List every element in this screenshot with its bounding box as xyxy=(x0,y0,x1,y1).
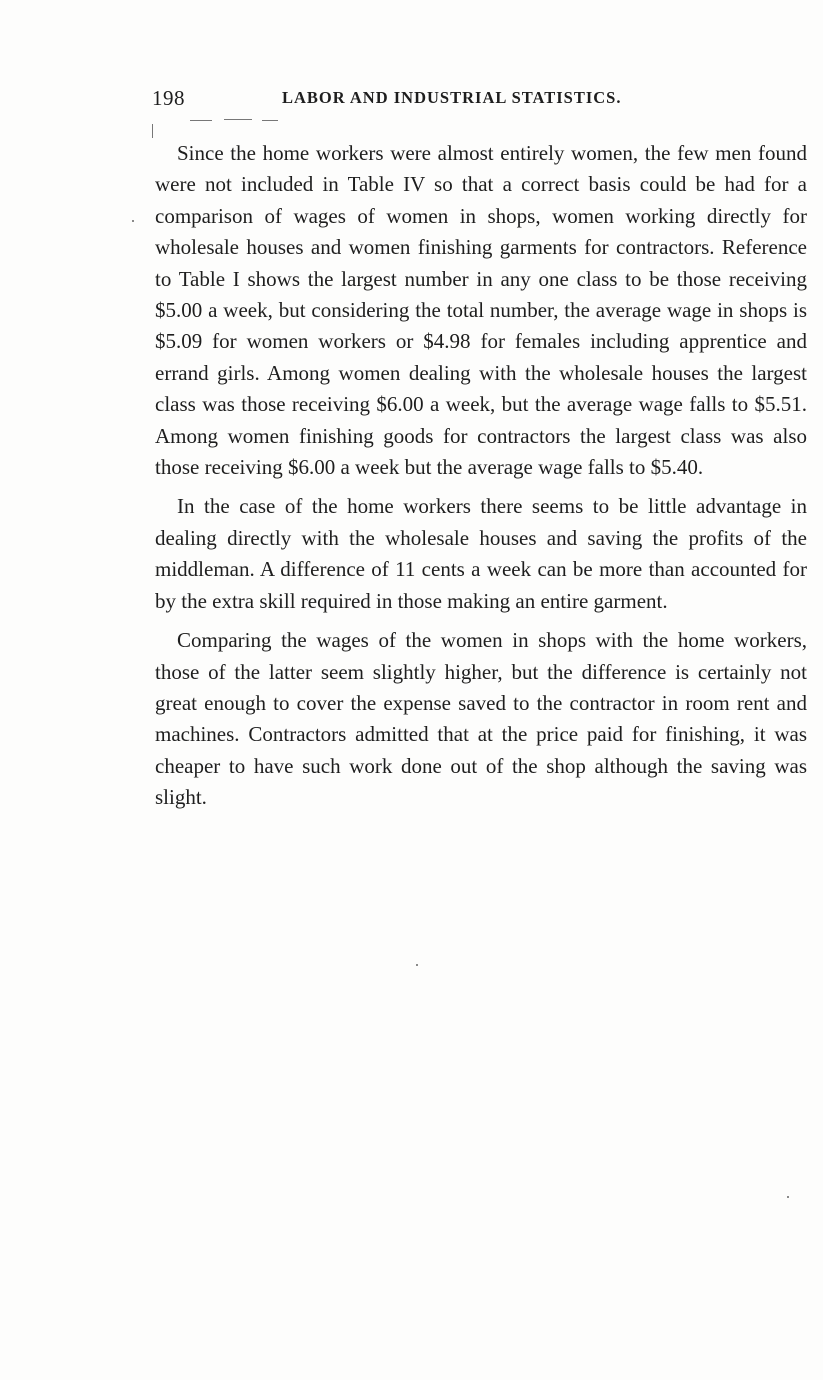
print-artifact xyxy=(190,120,212,121)
speck xyxy=(132,220,134,222)
body-text xyxy=(155,138,807,822)
paragraph-1: Since the home workers were almost entirely women, the few men found were not included in Table IV so that a correct basis could be had for a comparison of wages of women in shops, women working directly for wholesale houses and women finishing garments for contractors. Reference to Table I shows the largest number in any one class to be those receiving $5.00 a week, but considering the total number, the average wage in shops is $5.09 for women workers or $4.98 for females including apprentice and errand girls. Among women dealing with the wholesale houses the largest class was those receiving $6.00 a week, but the average wage falls to $5.51. Among women finishing goods for contractors the largest class was also those receiving $6.00 a week but the average wage falls to $5.40. xyxy=(155,141,807,480)
running-head xyxy=(152,86,807,114)
speck xyxy=(416,964,418,966)
paragraph-3: Comparing the wages of the women in shops with the home workers, those of the latter seem slightly higher, but the difference is certainly not great enough to cover the expense saved to the contractor in room rent and machines. Contractors admitted that at the price paid for finishing, it was cheaper to have such work done out of the shop although the saving was slight. xyxy=(155,628,807,810)
speck xyxy=(787,1196,789,1198)
running-title: LABOR AND INDUSTRIAL STATISTICS. xyxy=(282,88,622,107)
print-artifact xyxy=(262,120,278,121)
paragraph-2: In the case of the home workers there seems to be little advantage in dealing directly with the wholesale houses and saving the profits of the middleman. A difference of 11 cents a week can be more than accounted for by the extra skill required in those making an entire garment. xyxy=(155,494,807,613)
print-artifact xyxy=(224,119,252,120)
page-number: 198 xyxy=(152,86,185,110)
print-artifact xyxy=(152,124,153,138)
